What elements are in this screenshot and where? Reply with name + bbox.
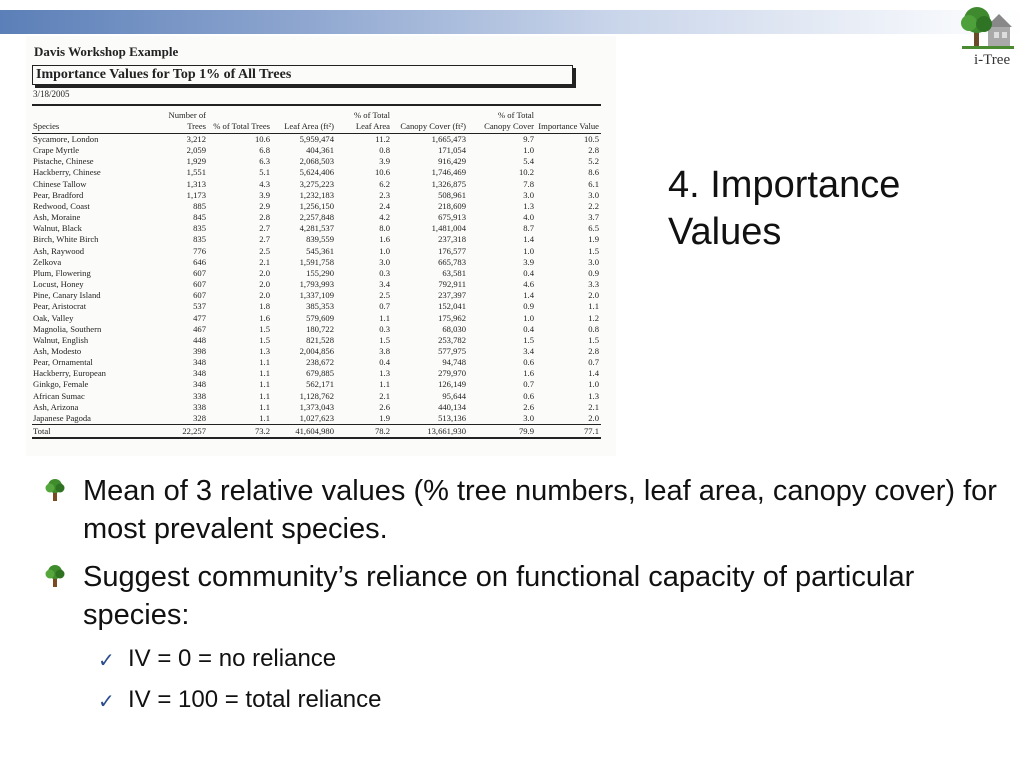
value-cell: 1,027,623 (272, 413, 336, 425)
header-species: Species (32, 105, 148, 134)
value-cell: 348 (193, 379, 206, 390)
table-row (32, 223, 601, 234)
value-cell: 839,559 (306, 234, 334, 245)
value-cell: 1.1 (208, 413, 272, 425)
value-cell: 2.1 (259, 256, 270, 267)
value-cell: 545,361 (306, 245, 334, 256)
value-cell: 2.1 (588, 401, 599, 412)
value-cell: 1.2 (588, 312, 599, 323)
value-cell: 3.4 (523, 345, 534, 356)
value-cell: 1,373,043 (299, 401, 334, 412)
bullet-text: Suggest community’s reliance on functional capacity of particular species: (83, 561, 915, 631)
value-cell: 562,171 (306, 379, 334, 390)
report-image (26, 36, 616, 456)
table-row (32, 301, 601, 312)
value-cell: 1.5 (379, 334, 390, 345)
check-icon: ✓ (98, 689, 115, 713)
value-cell: 2.4 (379, 200, 390, 211)
table-total-row (32, 425, 601, 439)
value-cell: 508,961 (438, 189, 466, 200)
value-cell: 448 (193, 334, 206, 345)
species-cell: Chinese Tallow (33, 178, 87, 189)
value-cell: 1.1 (588, 301, 599, 312)
value-cell: 3.9 (379, 156, 390, 167)
total-cell: 77.1 (536, 425, 601, 439)
value-cell: 8.7 (523, 223, 534, 234)
value-cell: 579,609 (306, 312, 334, 323)
sub-bullet-item (40, 644, 1015, 674)
species-cell: Locust, Honey (33, 279, 84, 290)
species-cell: Ash, Moraine (33, 212, 81, 223)
value-cell: 11.2 (375, 134, 390, 144)
value-cell: 3.8 (379, 345, 390, 356)
value-cell: 5.4 (523, 156, 534, 167)
value-cell: 3.9 (259, 189, 270, 200)
species-cell: Ash, Modesto (33, 345, 82, 356)
header-number-of-trees: Number of Trees (148, 105, 208, 134)
value-cell: 477 (193, 312, 206, 323)
table-row (32, 357, 601, 368)
value-cell: 2.5 (379, 290, 390, 301)
header-importance-value: Importance Value (536, 105, 601, 134)
value-cell: 10.2 (518, 167, 534, 178)
species-cell: Walnut, English (33, 334, 89, 345)
species-cell: Pear, Ornamental (33, 357, 93, 368)
value-cell: 2.7 (259, 223, 270, 234)
table-row (32, 402, 601, 413)
value-cell: 0.7 (379, 301, 390, 312)
table-row (32, 391, 601, 402)
species-cell: Birch, White Birch (33, 234, 99, 245)
species-cell: Sycamore, London (33, 134, 99, 144)
value-cell: 0.9 (588, 267, 599, 278)
value-cell: 1.1 (379, 312, 390, 323)
species-cell: Pine, Canary Island (33, 290, 101, 301)
value-cell: 1,793,993 (299, 279, 334, 290)
value-cell: 0.4 (379, 357, 390, 368)
header-pct-total-canopy-cover: % of Total Canopy Cover (468, 105, 536, 134)
value-cell: 4.6 (523, 279, 534, 290)
table-row (32, 134, 601, 146)
value-cell: 0.4 (523, 267, 534, 278)
value-cell: 398 (193, 345, 206, 356)
value-cell: 2.2 (588, 200, 599, 211)
value-cell: 675,913 (438, 212, 466, 223)
value-cell: 6.3 (259, 156, 270, 167)
value-cell: 1.6 (379, 234, 390, 245)
tree-house-icon (958, 4, 1018, 52)
value-cell: 1.0 (379, 245, 390, 256)
value-cell: 4.3 (259, 178, 270, 189)
species-cell: Ash, Arizona (33, 401, 79, 412)
value-cell: 1,746,469 (431, 167, 466, 178)
value-cell: 8.0 (379, 223, 390, 234)
value-cell: 821,528 (306, 334, 334, 345)
value-cell: 279,970 (438, 368, 466, 379)
value-cell: 1,232,183 (299, 189, 334, 200)
header-leaf-area: Leaf Area (ft²) (272, 105, 336, 134)
species-cell: Oak, Valley (33, 312, 74, 323)
value-cell: 1.9 (588, 234, 599, 245)
value-cell: 1.1 (379, 379, 390, 390)
logo-text: i-Tree (974, 52, 1011, 68)
species-cell: Zelkova (33, 256, 62, 267)
value-cell: 9.7 (523, 134, 534, 144)
value-cell: 1.5 (523, 334, 534, 345)
value-cell: 1,591,758 (299, 256, 334, 267)
value-cell: 2.9 (259, 200, 270, 211)
value-cell: 2.3 (379, 189, 390, 200)
table-row (32, 368, 601, 379)
table-row (32, 201, 601, 212)
table-row (32, 145, 601, 156)
value-cell: 126,149 (438, 379, 466, 390)
table-header-row (32, 105, 601, 134)
value-cell: 1.6 (523, 368, 534, 379)
value-cell: 2.0 (259, 267, 270, 278)
value-cell: 1.8 (259, 301, 270, 312)
value-cell: 4,281,537 (299, 223, 334, 234)
header-canopy-cover: Canopy Cover (ft²) (392, 105, 468, 134)
table-row (32, 379, 601, 390)
check-icon: ✓ (98, 648, 115, 672)
tree-icon (44, 564, 66, 588)
value-cell: 1,326,875 (431, 178, 466, 189)
header-band (0, 10, 1024, 34)
value-cell: 2.8 (259, 212, 270, 223)
value-cell: 607 (193, 267, 206, 278)
value-cell: 0.7 (523, 379, 534, 390)
value-cell: 2.6 (379, 401, 390, 412)
value-cell: 175,962 (438, 312, 466, 323)
table-row (32, 246, 601, 257)
total-cell: 73.2 (208, 425, 272, 439)
value-cell: 4.0 (523, 212, 534, 223)
bullet-item (40, 558, 1015, 634)
species-cell: Walnut, Black (33, 223, 82, 234)
value-cell: 3.0 (588, 189, 599, 200)
value-cell: 2.0 (259, 290, 270, 301)
value-cell: 10.6 (254, 134, 270, 144)
value-cell: 180,722 (306, 323, 334, 334)
value-cell: 348 (193, 357, 206, 368)
value-cell: 1.9 (336, 413, 392, 425)
value-cell: 385,353 (306, 301, 334, 312)
value-cell: 1.1 (259, 390, 270, 401)
value-cell: 2.5 (259, 245, 270, 256)
value-cell: 1,313 (186, 178, 206, 189)
value-cell: 68,030 (442, 323, 466, 334)
value-cell: 404,361 (306, 145, 334, 156)
table-row (32, 313, 601, 324)
value-cell: 1,256,150 (299, 200, 334, 211)
value-cell: 253,782 (438, 334, 466, 345)
species-cell: Ash, Raywood (33, 245, 85, 256)
value-cell: 0.6 (523, 357, 534, 368)
value-cell: 3,212 (186, 134, 206, 144)
bullet-list (40, 472, 1015, 726)
value-cell: 776 (193, 245, 206, 256)
report-subtitle: Importance Values for Top 1% of All Trees (32, 65, 573, 85)
value-cell: 2.0 (588, 290, 599, 301)
tree-icon (44, 478, 66, 502)
value-cell: 2,068,503 (299, 156, 334, 167)
value-cell: 0.7 (588, 357, 599, 368)
bullet-item (40, 472, 1015, 548)
slide-title: 4. Importance Values (668, 164, 901, 253)
total-cell: 22,257 (148, 425, 208, 439)
value-cell: 2.6 (523, 401, 534, 412)
value-cell: 1.0 (523, 312, 534, 323)
value-cell: 338 (193, 390, 206, 401)
table-row (32, 279, 601, 290)
value-cell: 3.0 (468, 413, 536, 425)
value-cell: 1.0 (588, 379, 599, 390)
value-cell: 63,581 (442, 267, 466, 278)
value-cell: 845 (193, 212, 206, 223)
total-cell: 79.9 (468, 425, 536, 439)
value-cell: 2.0 (259, 279, 270, 290)
table-body (32, 134, 601, 425)
value-cell: 1,929 (186, 156, 206, 167)
value-cell: 885 (193, 200, 206, 211)
table-row (32, 234, 601, 245)
table-row (32, 346, 601, 357)
species-cell: Pear, Aristocrat (33, 301, 87, 312)
value-cell: 5.2 (588, 156, 599, 167)
value-cell: 338 (193, 401, 206, 412)
value-cell: 513,136 (392, 413, 468, 425)
species-cell: Hackberry, Chinese (33, 167, 101, 178)
value-cell: 646 (193, 256, 206, 267)
table-row (32, 257, 601, 268)
value-cell: 3.0 (379, 256, 390, 267)
species-cell: Pistache, Chinese (33, 156, 94, 167)
value-cell: 2.8 (588, 145, 599, 156)
value-cell: 3.3 (588, 279, 599, 290)
value-cell: 237,397 (438, 290, 466, 301)
value-cell: 0.8 (588, 323, 599, 334)
value-cell: 2.0 (536, 413, 601, 425)
value-cell: 835 (193, 223, 206, 234)
species-cell: Crape Myrtle (33, 145, 80, 156)
value-cell: 1.5 (259, 323, 270, 334)
value-cell: 1.5 (588, 334, 599, 345)
table-row (32, 268, 601, 279)
value-cell: 8.6 (588, 167, 599, 178)
total-cell: 41,604,980 (272, 425, 336, 439)
species-cell: Pear, Bradford (33, 189, 84, 200)
value-cell: 916,429 (438, 156, 466, 167)
value-cell: 3.7 (588, 212, 599, 223)
value-cell: 3.0 (523, 189, 534, 200)
report-title: Davis Workshop Example (34, 44, 179, 59)
value-cell: 238,672 (306, 357, 334, 368)
header-pct-total-leaf-area: % of Total Leaf Area (336, 105, 392, 134)
species-cell: Japanese Pagoda (32, 413, 148, 425)
species-cell: Redwood, Coast (33, 200, 90, 211)
value-cell: 152,041 (438, 301, 466, 312)
value-cell: 0.6 (523, 390, 534, 401)
value-cell: 5,624,406 (299, 167, 334, 178)
value-cell: 2.7 (259, 234, 270, 245)
value-cell: 5.1 (259, 167, 270, 178)
value-cell: 1,128,762 (299, 390, 334, 401)
sub-bullet-item (40, 685, 1015, 715)
value-cell: 218,609 (438, 200, 466, 211)
table-row (32, 167, 601, 178)
value-cell: 1.0 (523, 145, 534, 156)
value-cell: 0.8 (379, 145, 390, 156)
value-cell: 0.3 (379, 267, 390, 278)
bullet-text: Mean of 3 relative values (% tree numbers, leaf area, canopy cover) for most prevalent species. (83, 475, 997, 545)
value-cell: 7.8 (523, 178, 534, 189)
sub-bullet-text: IV = 100 = total reliance (128, 686, 382, 713)
value-cell: 176,577 (438, 245, 466, 256)
species-cell: Hackberry, European (33, 368, 106, 379)
value-cell: 95,644 (442, 390, 466, 401)
value-cell: 5,959,474 (299, 134, 334, 144)
value-cell: 1.0 (523, 245, 534, 256)
importance-values-table (32, 104, 601, 439)
value-cell: 0.4 (523, 323, 534, 334)
value-cell: 607 (193, 279, 206, 290)
table-row (32, 290, 601, 301)
species-cell: Magnolia, Southern (33, 323, 102, 334)
sub-bullet-text: IV = 0 = no reliance (128, 645, 337, 672)
value-cell: 537 (193, 301, 206, 312)
table-row (32, 324, 601, 335)
value-cell: 3,275,223 (299, 178, 334, 189)
value-cell: 577,975 (438, 345, 466, 356)
value-cell: 1,551 (186, 167, 206, 178)
value-cell: 440,134 (438, 401, 466, 412)
species-cell: African Sumac (33, 390, 85, 401)
value-cell: 171,054 (438, 145, 466, 156)
value-cell: 3.4 (379, 279, 390, 290)
table-row (32, 179, 601, 190)
value-cell: 2.1 (379, 390, 390, 401)
value-cell: 1.5 (259, 334, 270, 345)
value-cell: 1.3 (523, 200, 534, 211)
value-cell: 2,059 (186, 145, 206, 156)
value-cell: 1,337,109 (299, 290, 334, 301)
table-row (32, 413, 601, 425)
value-cell: 3.9 (523, 256, 534, 267)
table-row (32, 212, 601, 223)
value-cell: 0.3 (379, 323, 390, 334)
value-cell: 1.4 (588, 368, 599, 379)
value-cell: 4.2 (379, 212, 390, 223)
value-cell: 1.1 (259, 379, 270, 390)
value-cell: 348 (193, 368, 206, 379)
value-cell: 1.4 (523, 234, 534, 245)
value-cell: 6.8 (259, 145, 270, 156)
value-cell: 1,665,473 (431, 134, 466, 144)
value-cell: 665,783 (438, 256, 466, 267)
value-cell: 1.5 (588, 245, 599, 256)
value-cell: 2,004,856 (299, 345, 334, 356)
value-cell: 1.4 (523, 290, 534, 301)
species-cell: Ginkgo, Female (33, 379, 89, 390)
value-cell: 0.9 (523, 301, 534, 312)
value-cell: 6.5 (588, 223, 599, 234)
value-cell: 835 (193, 234, 206, 245)
value-cell: 679,885 (306, 368, 334, 379)
value-cell: 155,290 (306, 267, 334, 278)
value-cell: 2.8 (588, 345, 599, 356)
table-row (32, 190, 601, 201)
header-pct-total-trees: % of Total Trees (208, 105, 272, 134)
value-cell: 6.1 (588, 178, 599, 189)
table-row (32, 156, 601, 167)
value-cell: 237,318 (438, 234, 466, 245)
value-cell: 1.1 (259, 401, 270, 412)
value-cell: 10.5 (583, 134, 599, 144)
value-cell: 1,481,004 (431, 223, 466, 234)
itree-logo (958, 4, 1018, 70)
value-cell: 1.3 (379, 368, 390, 379)
value-cell: 1.6 (259, 312, 270, 323)
value-cell: 94,748 (442, 357, 466, 368)
value-cell: 607 (193, 290, 206, 301)
value-cell: 6.2 (379, 178, 390, 189)
value-cell: 328 (148, 413, 208, 425)
value-cell: 1,173 (186, 189, 206, 200)
value-cell: 1.1 (259, 357, 270, 368)
total-cell: Total (32, 425, 148, 439)
value-cell: 2,257,848 (299, 212, 334, 223)
value-cell: 1.1 (259, 368, 270, 379)
report-date: 3/18/2005 (33, 89, 70, 99)
total-cell: 13,661,930 (392, 425, 468, 439)
table-row (32, 335, 601, 346)
species-cell: Plum, Flowering (33, 267, 91, 278)
value-cell: 1.3 (259, 345, 270, 356)
value-cell: 1.3 (588, 390, 599, 401)
value-cell: 10.6 (374, 167, 390, 178)
value-cell: 3.0 (588, 256, 599, 267)
total-cell: 78.2 (336, 425, 392, 439)
value-cell: 792,911 (438, 279, 466, 290)
value-cell: 467 (193, 323, 206, 334)
